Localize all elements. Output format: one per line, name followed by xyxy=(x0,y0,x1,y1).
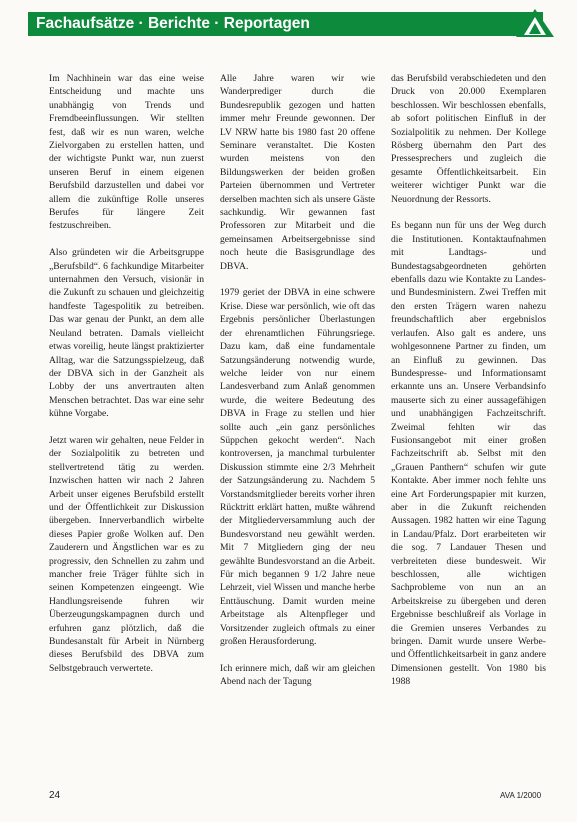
column-2-paragraph-3: Ich erinnere mich, daß wir am gleichen Abend nach der Tagung xyxy=(220,662,375,688)
section-header-bar xyxy=(28,12,543,36)
column-1-paragraph-1: Im Nachhinein war das eine weise Entscheidung und machte uns unabhängig von Trends und Fremdbeeinflussungen. Wir stellten fest, daß wir es nun waren, welche Zielvorgaben zu erstellen hatten, und der wichtigste Punkt war, nun zuerst unseren Beruf in einem eigenen Berufsbild darzustellen und dabei vor allem die zukünftige Rolle unseres Berufes für längere Zeit festzuschreiben. xyxy=(49,73,204,232)
column-2-paragraph-1: Alle Jahre waren wir wie Wanderprediger durch die Bundesrepublik gezogen und hatten immer mehr Freunde gewonnen. Der LV NRW hatte bis 1980 fast 20 offene Seminare veranstaltet. Die Kosten wurden meistens von den Bildungswerken der beiden großen Parteien übernommen und Vertreter derselben machten sich als unsere Gäste sachkundig. Wir gewannen fast Professoren zur Mitarbeit und die gemeinsamen Arbeitsergebnisse sind noch heute die Basisgrundlage des DBVA. xyxy=(220,73,375,272)
issue-reference: AVA 1/2000 xyxy=(500,791,542,800)
page-number: 24 xyxy=(49,790,61,801)
column-1-paragraph-3: Jetzt waren wir gehalten, neue Felder in der Sozialpolitik zu betreten und stellvertretend tätig zu werden. Inzwischen hatten wir nach 2 Jahren Arbeit unser eigenes Berufsbild erstellt und der Öffentlichkeit zur Diskussion übergeben. Innerverbandlich wirbelte dieses Papier große Wolken auf. Den Zauderern und Ängstlichen war es zu progressiv, den Schnellen zu zahm und mancher freie Träger fühlte sich in seinen Kompetenzen eingeengt. Wie Handlungsreisende fuhren wir Überzeugungskampagnen durch und erfuhren ganz plötzlich, daß die Bundesanstalt für Arbeit in Nürnberg dieses Berufsbild des DBVA zum Selbstgebrauch verwertete. xyxy=(49,434,204,674)
column-1-paragraph-2: Also gründeten wir die Arbeitsgruppe „Berufsbild“. 6 fachkundige Mitarbeiter unternahmen den Versuch, visionär in die Zukunft zu schauen und gleichzeitig handfeste Tagespolitik zu betreiben. Das war genau der Punkt, an dem alle Neuland betraten. Damals vielleicht etwas voreilig, heute längst praktizierter Alltag, war die Satzungsspielzeug, daß der DBVA sich in der Ganzheit als Lobby der uns anvertrauten alten Menschen betrachtet. Das war eine sehr kühne Vorgabe. xyxy=(49,247,204,420)
column-2-paragraph-2: 1979 geriet der DBVA in eine schwere Krise. Diese war persönlich, wie oft das Ergebnis persönlicher Überlastungen der ehrenamtlichen Führungsriege. Dazu kam, daß eine fundamentale Satzungsänderung notwendig wurde, welche leider von nur einem Landesverband zum Anlaß genommen wurde, die weitere Bedeutung des DBVA in Frage zu stellen und hier sollte auch „ein ganz persönliches Süppchen gekocht werden“. Nach kontroversen, ja manchmal turbulenter Diskussion stimmte eine 2/3 Mehrheit der Satzungsänderung zu. Nachdem 5 Vorstandsmitglieder bereits vorher ihren Rücktritt erklärt hatten, mußte während der Mitgliederversammlung auch der Bundesvorstand neu gewählt werden. Mit 7 Mitgliedern ging der neu gewählte Bundesvorstand an die Arbeit. Für mich begannen 9 1/2 Jahre neue Lehrzeit, viel Wissen und manche herbe Enttäuschung. Damit wurden meine Arbeitstage als Altenpfleger und Vorsitzender zugleich oftmals zu einer großen Herausforderung. xyxy=(220,287,375,648)
column-3-paragraph-2: Es begann nun für uns der Weg durch die Institutionen. Kontaktaufnahmen mit Landtags- und Bundestagsabgeordneten gehörten ebenfalls dazu wie Kontakte zu Landes- und Bundesministern. Zwei Treffen mit den ersten Trägern waren nahezu freundschaftlich aber ergebnislos verlaufen. Also galt es andere, uns wohlgesonnene Partner zu finden, um an Einfluß zu gewinnen. Das Bundespresse- und Informationsamt erkannte uns an. Unsere Verbandsinfo mauserte sich zu einer aussagefähigen und unabhängigen Fachzeitschrift. Zweimal fehlten wir das Fusionsangebot mit einer großen Fachzeitschrift ab. Selbst mit den „Grauen Panthern“ schufen wir gute Kontakte. Aber immer noch fehlte uns eine Art Forderungspapier mit kurzen, aber in die Zukunft reichenden Aussagen. 1982 hatten wir eine Tagung in Landau/Pfalz. Dort erarbeiteten wir die sog. 7 Landauer Thesen und verbreiteten diese bundesweit. Wir beschlossen, alle wichtigen Sachprobleme von nun an an Arbeitskreise zu übergeben und deren Ergebnisse beschlußreif als Vorlage in die Gremien unseres Verbandes zu bringen. Damit wurde unsere Werbe- und Öffentlichkeitsarbeit in ganz andere Dimensionen gestellt. Von 1980 bis 1988 xyxy=(391,220,546,688)
section-header-title: Fachaufsätze · Berichte · Reportagen xyxy=(36,15,310,32)
text-column-3 xyxy=(391,72,546,702)
column-3-paragraph-1: das Berufsbild verabschiedeten und den Druck von 20.000 Exemplaren beschlossen. Wir beschlossen ebenfalls, ab sofort politischen Einfluß in der Sozialpolitik zu nehmen. Der Kollege Rösberg übernahm den Part des Pressesprechers und zugleich die gesamte Öffentlichkeitsarbeit. Ein weiterer wichtiger Punkt war die Neuordnung der Ressorts. xyxy=(391,73,546,205)
text-column-1 xyxy=(49,72,204,689)
triangle-logo-icon xyxy=(515,8,555,38)
text-column-2 xyxy=(220,72,375,702)
